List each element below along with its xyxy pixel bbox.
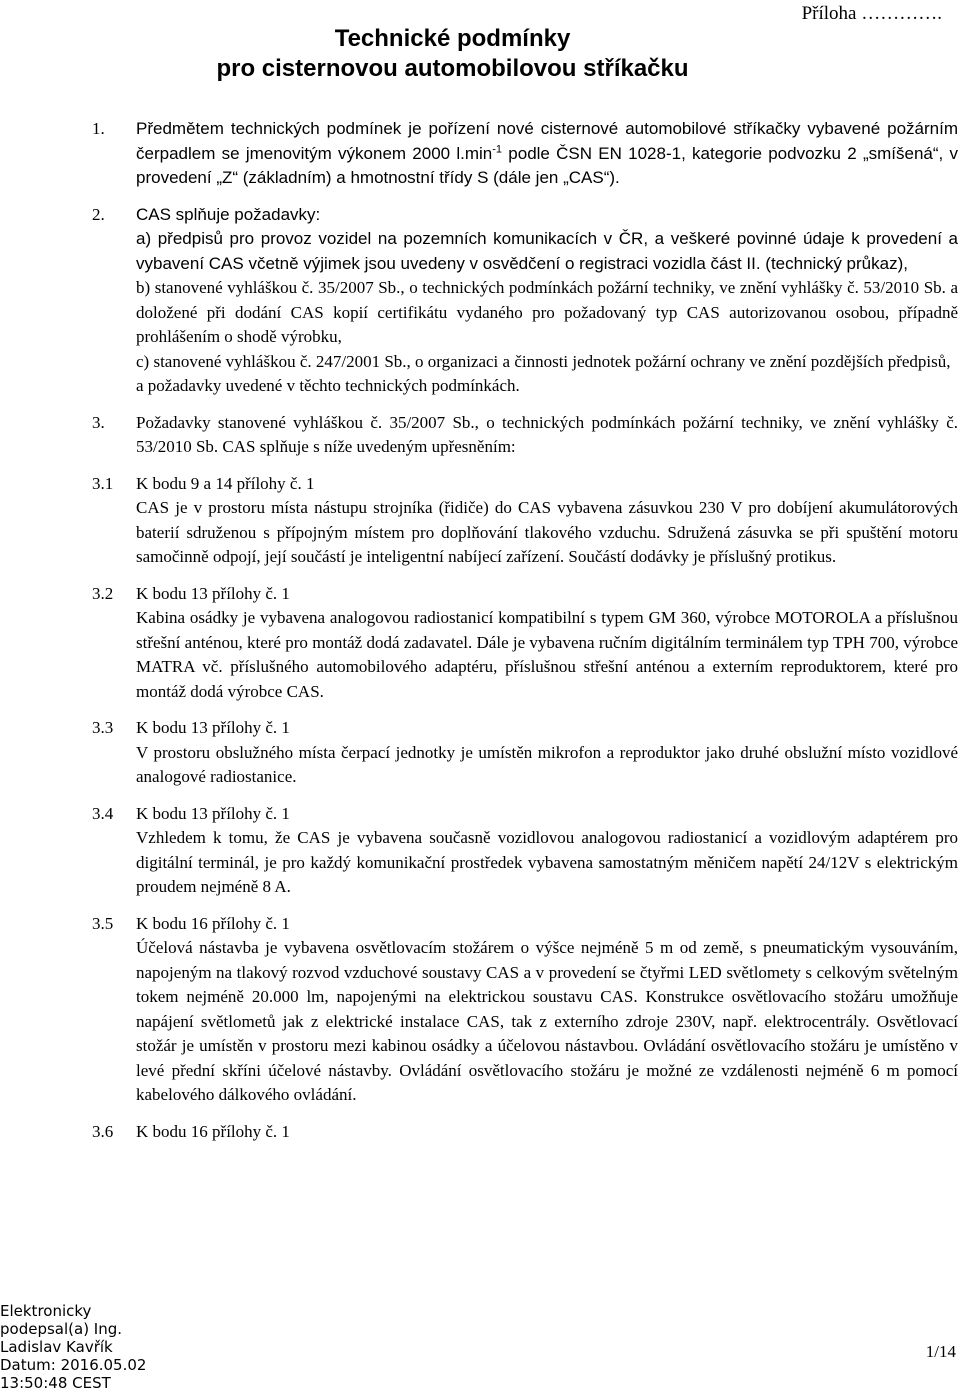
section-3-2: [92, 582, 958, 705]
requirement-b: b) stanovené vyhláškou č. 35/2007 Sb., o technických podmínkách požární techniky, ve znění vyhlášky č. 53/2010 Sb. a doložené při dodání CAS kopií certifikátu vydaného pro požadovaný typ CAS autorizovanou osobou, případně prohlášením o shodě výrobku,: [136, 278, 958, 346]
section-2-intro: CAS splňuje požadavky:: [136, 204, 321, 224]
section-3-text: Požadavky stanovené vyhláškou č. 35/2007 Sb., o technických podmínkách požární techniky, ve znění vyhlášky č. 53/2010 Sb. CAS splňuje s níže uvedeným upřesněním:: [136, 412, 958, 456]
attachment-label: Příloha ………….: [801, 3, 942, 24]
section-3-3: [92, 716, 958, 790]
section-text: Účelová nástavba je vybavena osvětlovacím stožárem o výšce nejméně 5 m od země, s pneumatickým vysouváním, napojeným na tlakový rozvod vzduchové soustavy CAS a v provedení se čtyřmi LED světlomety s celkovým světelným tokem nejméně 20.000 lm, napojenými na elektrickou soustavu CAS. Konstrukce osvětlovacího stožáru umožňuje napájení světlometů jak z elektrické instalace CAS, tak z externího zdroje 230V, např. elektrocentrály. Osvětlovací stožár je umístěn v prostoru mezi kabinou osádky a účelovou nástavbou. Ovládání osvětlovacího stožáru je umístěno v levé přední skříni účelové nástavby. Ovládání osvětlovacího stožáru je možné ze vzdálenosti nejméně 6 m pomocí kabelového dálkového ovládání.: [136, 938, 958, 1104]
section-number: 3.6: [92, 1121, 114, 1141]
section-3-4: [92, 802, 958, 900]
section-heading: K bodu 16 přílohy č. 1: [136, 913, 290, 933]
section-number: 3.: [92, 412, 105, 432]
section-1: [92, 117, 958, 191]
signature-date: Datum: 2016.05.02: [0, 1356, 147, 1374]
signature-line: Ladislav Kavřík: [0, 1338, 113, 1356]
section-text: V prostoru obslužného místa čerpací jednotky je umístěn mikrofon a reproduktor jako druhé obslužní místo vozidlové analogové radiostanice.: [136, 742, 958, 786]
section-number: 3.2: [92, 583, 114, 603]
section-heading: K bodu 13 přílohy č. 1: [136, 583, 290, 603]
requirement-a: a) předpisů pro provoz vozidel na pozemních komunikacích v ČR, a veškeré povinné údaje k provedení a vybavení CAS včetně výjimek jsou uvedeny v osvědčení o registraci vozidla část II. (technický průkaz),: [136, 229, 958, 273]
section-number: 3.4: [92, 803, 114, 823]
section-number: 2.: [92, 204, 105, 224]
section-3: [92, 411, 958, 460]
section-text: CAS je v prostoru místa nástupu strojníka (řidiče) do CAS vybavena zásuvkou 230 V pro dobíjení akumulátorových baterií sdruženou s přípojným místem pro doplňování tlakového vzduchu. Sdružená zásuvka se při spuštění motoru samočinně odpojí, její součástí je inteligentní nabíjecí zařízení. Součástí dodávky je příslušný protikus.: [136, 498, 958, 566]
section-number: 3.1: [92, 473, 114, 493]
section-3-6: [92, 1120, 958, 1145]
requirement-c: c) stanovené vyhláškou č. 247/2001 Sb., o organizaci a činnosti jednotek požární ochrany ve znění pozdějších předpisů,: [136, 351, 951, 371]
section-2: [92, 203, 958, 399]
signature-line: podepsal(a) Ing.: [0, 1320, 123, 1338]
section-heading: K bodu 16 přílohy č. 1: [136, 1121, 290, 1141]
title-line-2: pro cisternovou automobilovou stříkačku: [216, 55, 689, 82]
section-number: 3.3: [92, 718, 114, 737]
document-body: [92, 117, 958, 1156]
section-number: 1.: [92, 119, 105, 138]
section-3-5: [92, 912, 958, 1108]
document-title: [0, 24, 905, 84]
page-number: 1/14: [925, 1342, 956, 1361]
section-3-1: [92, 472, 958, 570]
unit-superscript: -1: [492, 142, 503, 155]
section-heading: K bodu 13 přílohy č. 1: [136, 718, 290, 737]
section-heading: K bodu 13 přílohy č. 1: [136, 803, 290, 823]
signature-time: 13:50:48 CEST: [0, 1374, 111, 1392]
signature-line: Elektronicky: [0, 1302, 92, 1320]
section-text: Vzhledem k tomu, že CAS je vybavena současně vozidlovou analogovou radiostanicí a vozidlovým adaptérem pro digitální terminál, je pro každý komunikační prostředek vybavena samostatným měničem napětí 24/12V s elektrickým proudem nejméně 8 A.: [136, 828, 958, 896]
section-1-text-b: podle ČSN EN 1028-1, kategorie podvozku 2 „smíšená“, v provedení „Z“ (základním) a hmotnostní třídy S (dále jen „CAS“).: [136, 143, 958, 187]
title-line-1: Technické podmínky: [334, 25, 571, 52]
section-heading: K bodu 9 a 14 přílohy č. 1: [136, 473, 315, 493]
requirement-d: a požadavky uvedené v těchto technických podmínkách.: [136, 376, 520, 395]
section-1-text-a: Předmětem technických podmínek je pořízení nové cisternové automobilové stříkačky vybavené požárním čerpadlem se jmenovitým výkonem 2000 l.min: [136, 119, 958, 163]
section-text: Kabina osádky je vybavena analogovou radiostanicí kompatibilní s typem GM 360, výrobce MOTOROLA a příslušnou střešní anténou, které pro montáž dodá zadavatel. Dále je vybavena ručním digitálním terminálem typ TPH 700, výrobce MATRA vč. příslušného automobilového adaptéru, příslušnou střešní anténou a externím reproduktorem, které pro montáž dodá výrobce CAS.: [136, 608, 958, 701]
section-number: 3.5: [92, 913, 114, 933]
electronic-signature: [0, 1302, 146, 1392]
